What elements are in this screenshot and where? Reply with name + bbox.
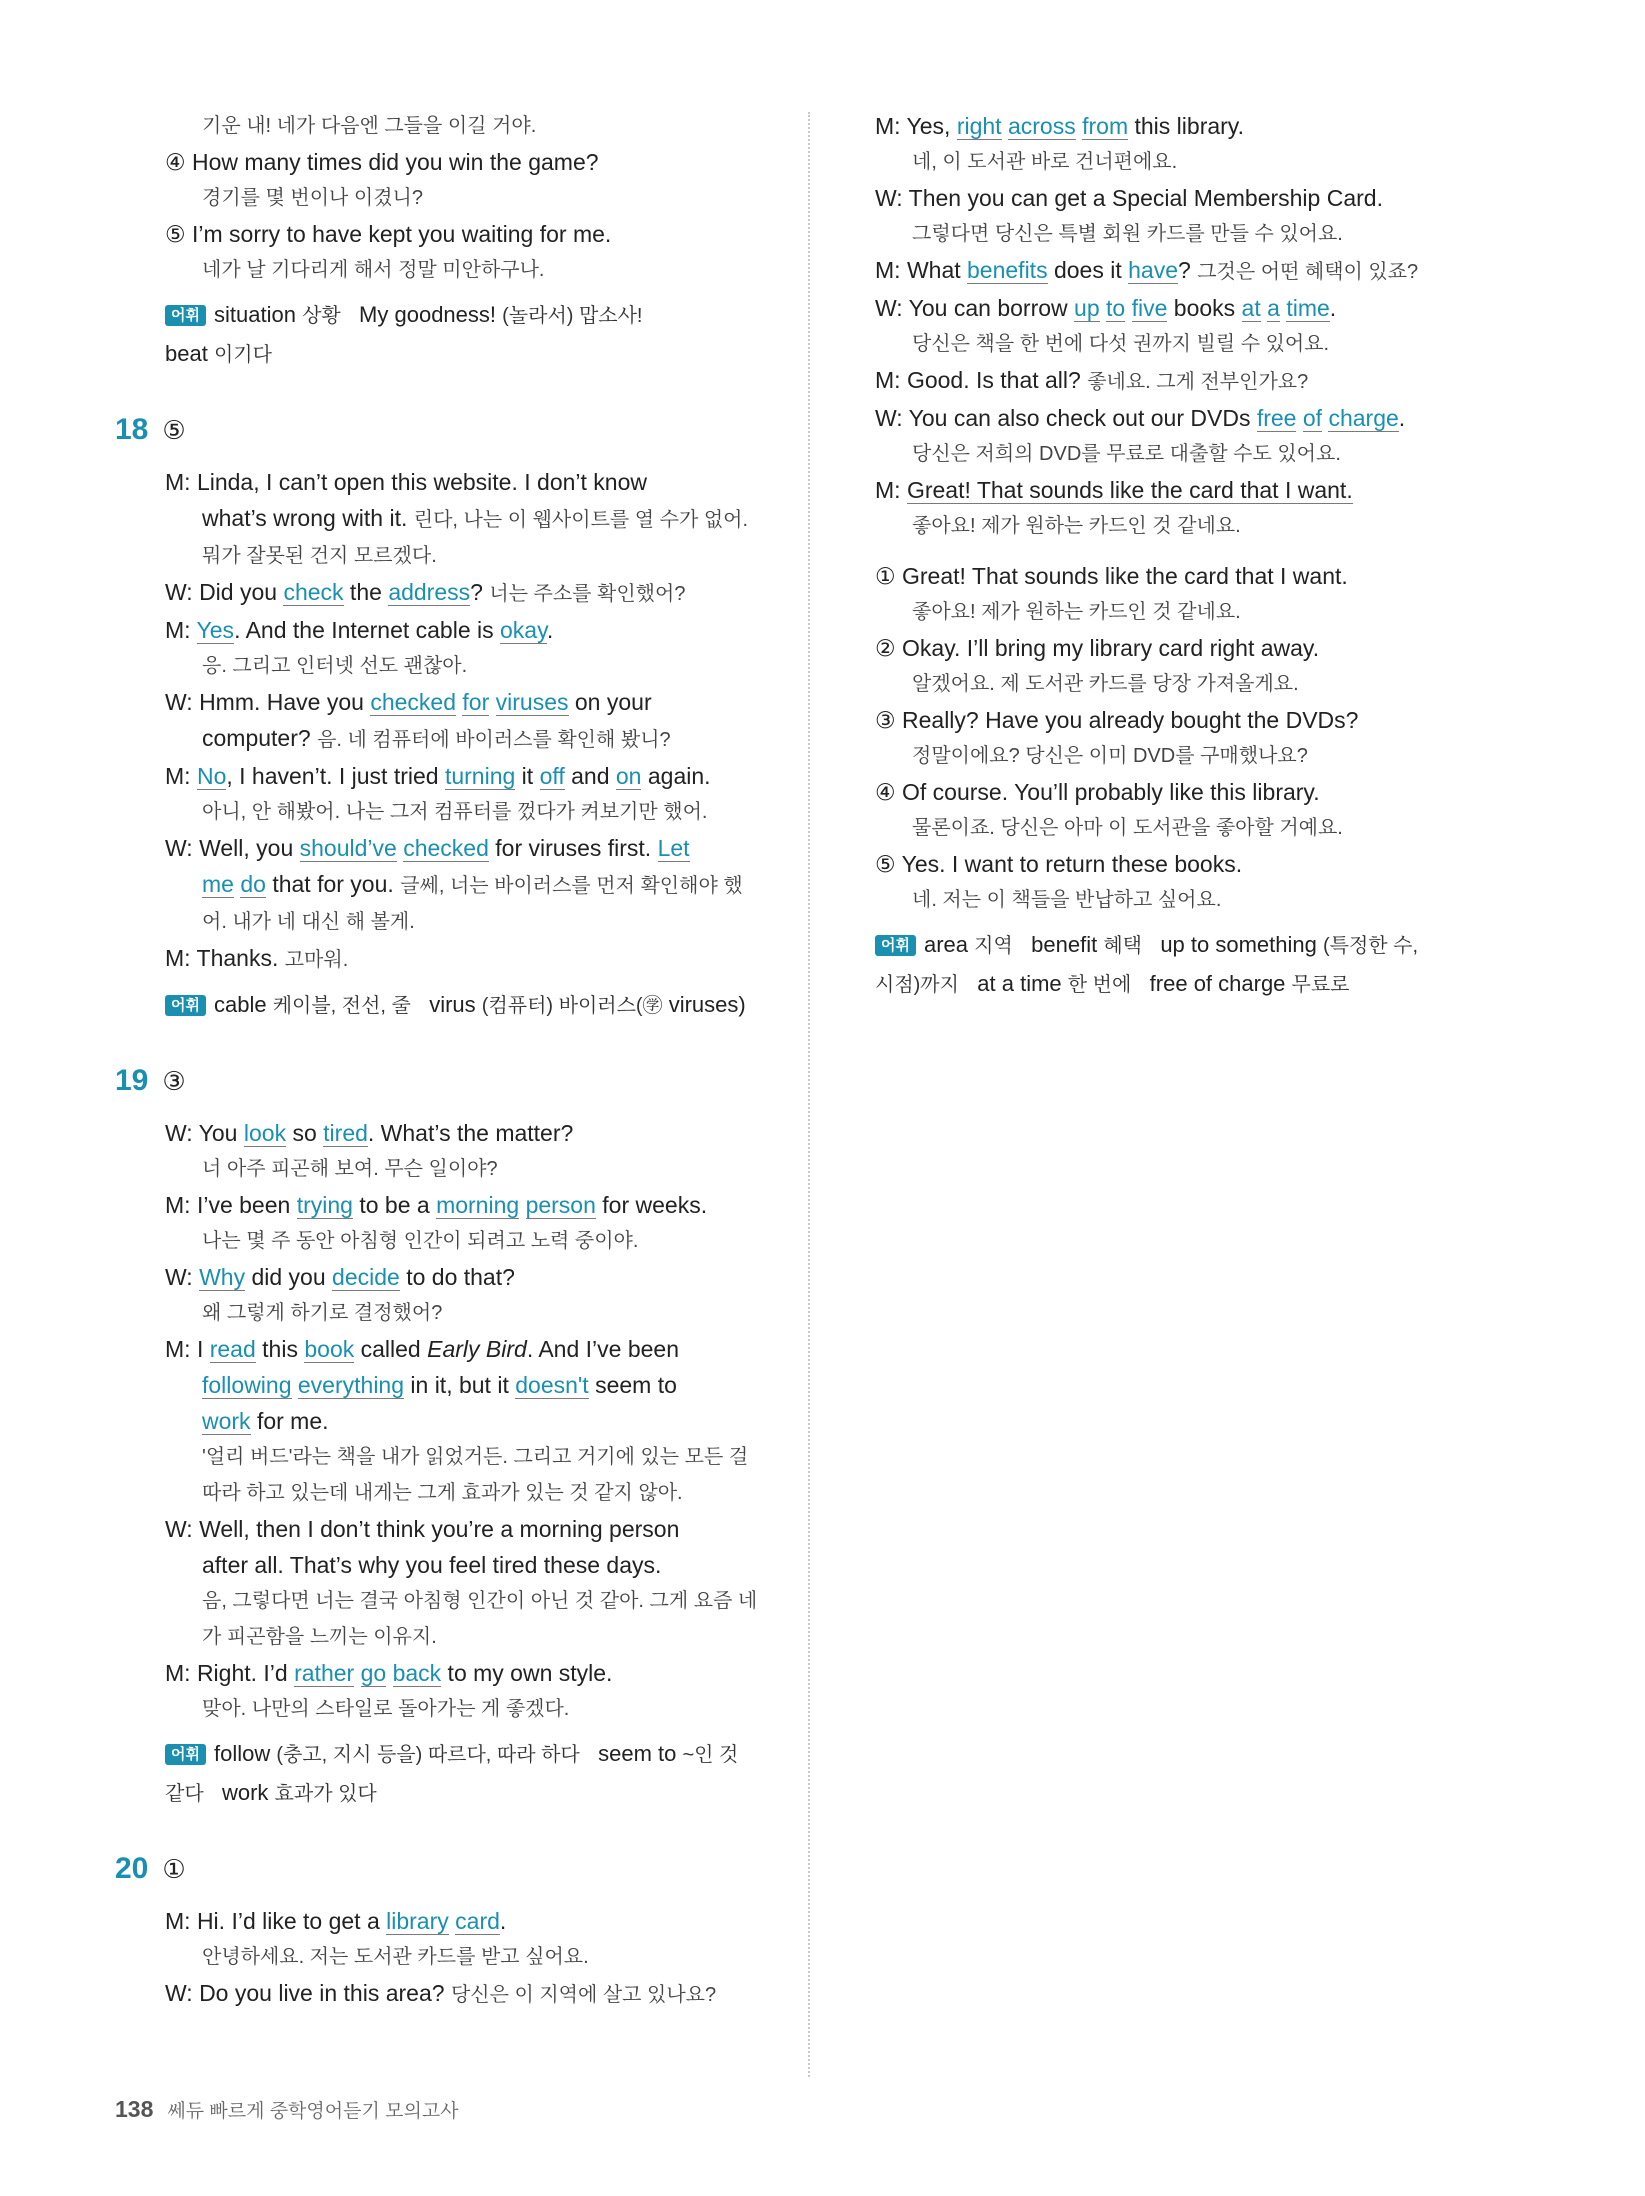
vocab-term: virus (429, 992, 476, 1017)
blank-answer: back (392, 1660, 442, 1686)
dialogue-line (165, 574, 785, 612)
dialogue-text: for me. (250, 1408, 329, 1434)
dialogue-korean: 그렇다면 당신은 특별 회원 카드를 만들 수 있어요. (912, 223, 1343, 245)
dialogue-text: W: Do you live in this area? (165, 1980, 445, 2006)
blank-answer: free (1256, 405, 1297, 431)
option-5-korean: 네. 저는 이 책들을 반납하고 싶어요. (912, 889, 1222, 911)
blank-answer: book (304, 1336, 355, 1362)
question-answer: ③ (162, 1066, 186, 1096)
blank-answer: morning (436, 1192, 520, 1218)
vocab-meaning: 시점)까지 (875, 974, 959, 996)
dialogue-text: . (546, 617, 554, 643)
vocab-meaning: 무료로 (1291, 974, 1350, 996)
dialogue-korean: 당신은 책을 한 번에 다섯 권까지 빌릴 수 있어요. (912, 333, 1330, 355)
dialogue-line (875, 362, 1495, 400)
blank-answer: check (283, 579, 344, 605)
dialogue-korean: 그것은 어떤 혜택이 있죠? (1197, 261, 1419, 283)
dialogue-line: after all. That’s why you feel tired these days. (202, 1552, 662, 1578)
page-number: 138 (115, 2096, 154, 2122)
dialogue-text: M: (165, 763, 197, 789)
dialogue-text: . (1329, 295, 1337, 321)
dialogue-text: for weeks. (595, 1192, 708, 1218)
vocab-meaning: 효과가 있다 (274, 1783, 377, 1805)
dialogue-text: it (515, 763, 540, 789)
vocab-term: situation (213, 302, 296, 327)
dialogue-line (165, 1903, 785, 1939)
option-5: ⑤ I’m sorry to have kept you waiting for me. (165, 221, 612, 247)
blank-answer: go (360, 1660, 387, 1686)
blank-answer: decide (332, 1264, 400, 1290)
vocab-term: work (221, 1780, 269, 1805)
vocab-box (165, 296, 785, 374)
option-3: ③ Really? Have you already bought the DVDs? (875, 707, 1359, 733)
blank-answer: on (615, 763, 642, 789)
dialogue-text: W: You (165, 1120, 244, 1146)
vocab-term: cable (213, 992, 267, 1017)
vocab-term: seem to (598, 1741, 677, 1766)
dialogue-text: again. (641, 763, 711, 789)
dialogue-text: seem to (588, 1372, 677, 1398)
dialogue-text: M: Right. I’d (165, 1660, 295, 1686)
dialogue-text: in it, but it (404, 1372, 516, 1398)
dialogue-text: called (354, 1336, 428, 1362)
dialogue-korean: 글쎄, 너는 바이러스를 먼저 확인해야 했 (400, 875, 743, 897)
dialogue-line (165, 1367, 785, 1403)
dialogue-text: M: Thanks. (165, 945, 279, 971)
dialogue-text: . (1398, 405, 1406, 431)
blank-answer: at (1241, 295, 1261, 321)
blank-answer: address (388, 579, 471, 605)
underlined-answer: Great! That sounds like the card that I want. (906, 477, 1353, 503)
vocab-term: benefit (1031, 932, 1098, 957)
dialogue-korean: '얼리 버드'라는 책을 내가 읽었거든. 그리고 거기에 있는 모든 걸 (202, 1446, 749, 1468)
blank-answer: tired (323, 1120, 368, 1146)
vocab-meaning: 혜택 (1103, 935, 1142, 957)
dialogue-text: M: Good. Is that all? (875, 367, 1081, 393)
dialogue-line (165, 1259, 785, 1295)
dialogue-text: W: You can borrow (875, 295, 1075, 321)
dialogue-text: . What’s the matter? (367, 1120, 574, 1146)
dialogue-line (165, 1655, 785, 1691)
dialogue-text: computer? (202, 725, 311, 751)
blank-answer: person (525, 1192, 596, 1218)
blank-answer: benefits (967, 257, 1048, 283)
dialogue-text: M: What (875, 257, 968, 283)
dialogue-korean: 너 아주 피곤해 보여. 무슨 일이야? (202, 1158, 498, 1180)
dialogue-line (165, 1403, 785, 1439)
dialogue-korean: 응. 그리고 인터넷 선도 괜찮아. (202, 655, 468, 677)
dialogue-text: did you (245, 1264, 333, 1290)
dialogue-line: W: Then you can get a Special Membership Card. (875, 185, 1383, 211)
dialogue-korean: 좋아요! 제가 원하는 카드인 것 같네요. (912, 515, 1241, 537)
blank-answer: to (1106, 295, 1126, 321)
dialogue-korean: 고마워. (284, 949, 349, 971)
dialogue-text: what’s wrong with it. (202, 505, 408, 531)
blank-answer: five (1131, 295, 1168, 321)
blank-answer: everything (297, 1372, 405, 1398)
dialogue-korean: 아니, 안 해봤어. 나는 그저 컴퓨터를 껐다가 켜보기만 했어. (202, 801, 708, 823)
blank-answer: No (196, 763, 227, 789)
question-20-header (115, 1849, 785, 1889)
blank-answer: from (1082, 113, 1129, 139)
dialogue-line (165, 1115, 785, 1151)
book-title: Early Bird (427, 1336, 527, 1362)
dialogue-text: M: (165, 617, 197, 643)
dialogue-korean: 당신은 이 지역에 살고 있나요? (450, 1984, 717, 2006)
dialogue-text: to do that? (399, 1264, 515, 1290)
vocab-meaning: (충고, 지시 등을) 따르다, 따라 하다 (276, 1744, 580, 1766)
dialogue-text: . And the Internet cable is (234, 617, 501, 643)
dialogue-text: M: I’ve been (165, 1192, 297, 1218)
blank-answer: right (956, 113, 1002, 139)
vocab-term: viruses) (668, 992, 746, 1017)
dialogue-line: W: Well, then I don’t think you’re a morning person (165, 1516, 680, 1542)
option-3-korean: 정말이에요? 당신은 이미 DVD를 구매했나요? (912, 745, 1308, 767)
blank-answer: me (202, 871, 234, 897)
blank-answer: should’ve (299, 835, 397, 861)
blank-answer: a (1267, 295, 1280, 321)
option-4: ④ How many times did you win the game? (165, 149, 599, 175)
dialogue-text: M: Hi. I’d like to get a (165, 1908, 387, 1934)
dialogue-korean: 나는 몇 주 동안 아침형 인간이 되려고 노력 중이야. (202, 1230, 639, 1252)
dialogue-text: M: (875, 477, 907, 503)
dialogue-korean: 음. 네 컴퓨터에 바이러스를 확인해 봤니? (317, 729, 671, 751)
dialogue-text: M: Yes, (875, 113, 957, 139)
blank-answer: turning (444, 763, 516, 789)
dialogue-line (165, 758, 785, 794)
option-5: ⑤ Yes. I want to return these books. (875, 851, 1243, 877)
vocab-badge: 어휘 (165, 1744, 206, 1765)
dialogue-line (165, 940, 785, 978)
question-number: 18 (115, 413, 149, 446)
option-2: ② Okay. I’ll bring my library card right away. (875, 635, 1320, 661)
vocab-meaning: ~인 것 (682, 1744, 739, 1766)
vocab-box (165, 1735, 785, 1813)
dialogue-korean: 따라 하고 있는데 내게는 그게 효과가 있는 것 같지 않아. (202, 1482, 683, 1504)
dialogue-korean: 당신은 저희의 DVD를 무료로 대출할 수도 있어요. (912, 443, 1341, 465)
blank-answer: work (202, 1408, 251, 1434)
vocab-meaning: 이기다 (213, 344, 272, 366)
dialogue-line (165, 866, 785, 904)
vocab-term: area (923, 932, 969, 957)
dialogue-text: this library. (1128, 113, 1244, 139)
dialogue-korean: 네, 이 도서관 바로 건너편에요. (912, 151, 1178, 173)
blank-answer: Yes (196, 617, 235, 643)
dialogue-line (875, 400, 1495, 436)
dialogue-korean: 음, 그렇다면 너는 결국 아침형 인간이 아닌 것 같아. 그게 요즘 네 (202, 1590, 758, 1612)
option-5-korean: 네가 날 기다리게 해서 정말 미안하구나. (202, 259, 545, 281)
blank-answer: doesn't (515, 1372, 589, 1398)
dialogue-korean: 왜 그렇게 하기로 결정했어? (202, 1302, 443, 1324)
dialogue-line (875, 290, 1495, 326)
dialogue-text: W: Well, you (165, 835, 300, 861)
vocab-meaning: 한 번에 (1067, 974, 1132, 996)
blank-answer: checked (403, 835, 489, 861)
vocab-term: at a time (977, 971, 1062, 996)
dialogue-text: W: Did you (165, 579, 284, 605)
vocab-meaning: 상황 (302, 305, 341, 327)
dialogue-text: M: I (165, 1336, 210, 1362)
blank-answer: rather (294, 1660, 355, 1686)
dialogue-line: M: Linda, I can’t open this website. I don’t know (165, 469, 647, 495)
question-answer: ① (162, 1854, 186, 1884)
blank-answer: trying (296, 1192, 353, 1218)
dialogue-line (875, 108, 1495, 144)
blank-answer: library (386, 1908, 449, 1934)
left-column (115, 108, 785, 2013)
blank-answer: look (243, 1120, 287, 1146)
question-number: 20 (115, 1852, 149, 1885)
dialogue-text: for viruses first. (488, 835, 658, 861)
blank-answer: Let (657, 835, 690, 861)
dialogue-text: so (286, 1120, 324, 1146)
blank-answer: Why (199, 1264, 246, 1290)
vocab-meaning: 케이블, 전선, 줄 (272, 995, 411, 1017)
dialogue-line (165, 612, 785, 648)
vocab-meaning: 같다 (165, 1783, 204, 1805)
carry-korean-line: 기운 내! 네가 다음엔 그들을 이길 거야. (202, 115, 537, 137)
blank-answer: of (1302, 405, 1323, 431)
vocab-box (165, 986, 785, 1025)
blank-answer: across (1007, 113, 1076, 139)
dialogue-text: and (564, 763, 616, 789)
dialogue-korean: 안녕하세요. 저는 도서관 카드를 받고 싶어요. (202, 1946, 589, 1968)
blank-answer: have (1128, 257, 1178, 283)
blank-answer: checked (370, 689, 457, 715)
vocab-term: free of charge (1149, 971, 1286, 996)
dialogue-korean: 린다, 나는 이 웹사이트를 열 수가 없어. (413, 509, 749, 531)
dialogue-korean: 뭐가 잘못된 건지 모르겠다. (202, 545, 437, 567)
option-4-korean: 경기를 몇 번이나 이겼니? (202, 187, 423, 209)
vocab-badge: 어휘 (165, 305, 206, 326)
question-number: 19 (115, 1064, 149, 1097)
vocab-meaning: (놀라서) 맙소사! (502, 305, 643, 327)
page-footer (115, 2096, 459, 2123)
dialogue-text: ? (1178, 257, 1191, 283)
blank-answer: viruses (495, 689, 569, 715)
question-answer: ⑤ (162, 415, 186, 445)
blank-answer: do (240, 871, 266, 897)
dialogue-line (165, 500, 785, 538)
option-2-korean: 알겠어요. 제 도서관 카드를 당장 가져올게요. (912, 673, 1299, 695)
dialogue-text: that for you. (265, 871, 394, 897)
book-title-footer: 쎄듀 빠르게 중학영어듣기 모의고사 (167, 2101, 459, 2122)
dialogue-text: to be a (352, 1192, 437, 1218)
option-1: ① Great! That sounds like the card that I want. (875, 563, 1348, 589)
dialogue-korean: 가 피곤함을 느끼는 이유지. (202, 1626, 437, 1648)
vocab-badge: 어휘 (165, 995, 206, 1016)
vocab-meaning: 지역 (974, 935, 1013, 957)
right-column (875, 108, 1495, 1004)
dialogue-text: , I haven’t. I just tried (226, 763, 445, 789)
blank-answer: off (539, 763, 565, 789)
dialogue-text: to my own style. (441, 1660, 613, 1686)
dialogue-korean: 좋네요. 그게 전부인가요? (1087, 371, 1309, 393)
dialogue-text: . And I’ve been (526, 1336, 679, 1362)
dialogue-line (165, 1331, 785, 1367)
vocab-box (875, 926, 1495, 1004)
vocab-meaning: (컴퓨터) 바이러스(㊫ (481, 995, 663, 1017)
dialogue-korean: 맞아. 나만의 스타일로 돌아가는 게 좋겠다. (202, 1698, 570, 1720)
option-1-korean: 좋아요! 제가 원하는 카드인 것 같네요. (912, 601, 1241, 623)
question-19-header (115, 1061, 785, 1101)
dialogue-text: . (499, 1908, 507, 1934)
dialogue-line (165, 1187, 785, 1223)
dialogue-line (875, 472, 1495, 508)
blank-answer: following (202, 1372, 292, 1398)
dialogue-text: W: You can also check out our DVDs (875, 405, 1257, 431)
dialogue-text: this (255, 1336, 305, 1362)
blank-answer: card (455, 1908, 500, 1934)
dialogue-text: ? (470, 579, 483, 605)
blank-answer: time (1286, 295, 1330, 321)
dialogue-line (165, 830, 785, 866)
blank-answer: charge (1328, 405, 1399, 431)
blank-answer: for (462, 689, 490, 715)
vocab-term: beat (165, 341, 208, 366)
option-4: ④ Of course. You’ll probably like this library. (875, 779, 1320, 805)
option-4-korean: 물론이죠. 당신은 아마 이 도서관을 좋아할 거예요. (912, 817, 1343, 839)
dialogue-text: books (1167, 295, 1242, 321)
column-divider (808, 112, 810, 2077)
dialogue-line (165, 720, 785, 758)
dialogue-text: on your (568, 689, 652, 715)
dialogue-korean: 너는 주소를 확인했어? (489, 583, 686, 605)
question-18-header (115, 410, 785, 450)
dialogue-line (165, 684, 785, 720)
dialogue-text: does it (1047, 257, 1129, 283)
vocab-term: up to something (1160, 932, 1317, 957)
dialogue-korean: 어. 내가 네 대신 해 볼게. (202, 911, 415, 933)
dialogue-text: W: Hmm. Have you (165, 689, 371, 715)
blank-answer: up (1074, 295, 1100, 321)
vocab-meaning: (특정한 수, (1322, 935, 1419, 957)
dialogue-line (875, 252, 1495, 290)
vocab-badge: 어휘 (875, 935, 916, 956)
dialogue-line (165, 1975, 785, 2013)
blank-answer: okay (500, 617, 547, 643)
dialogue-text: the (343, 579, 389, 605)
blank-answer: read (209, 1336, 256, 1362)
dialogue-text: W: (165, 1264, 200, 1290)
vocab-term: My goodness! (359, 302, 497, 327)
vocab-term: follow (213, 1741, 271, 1766)
